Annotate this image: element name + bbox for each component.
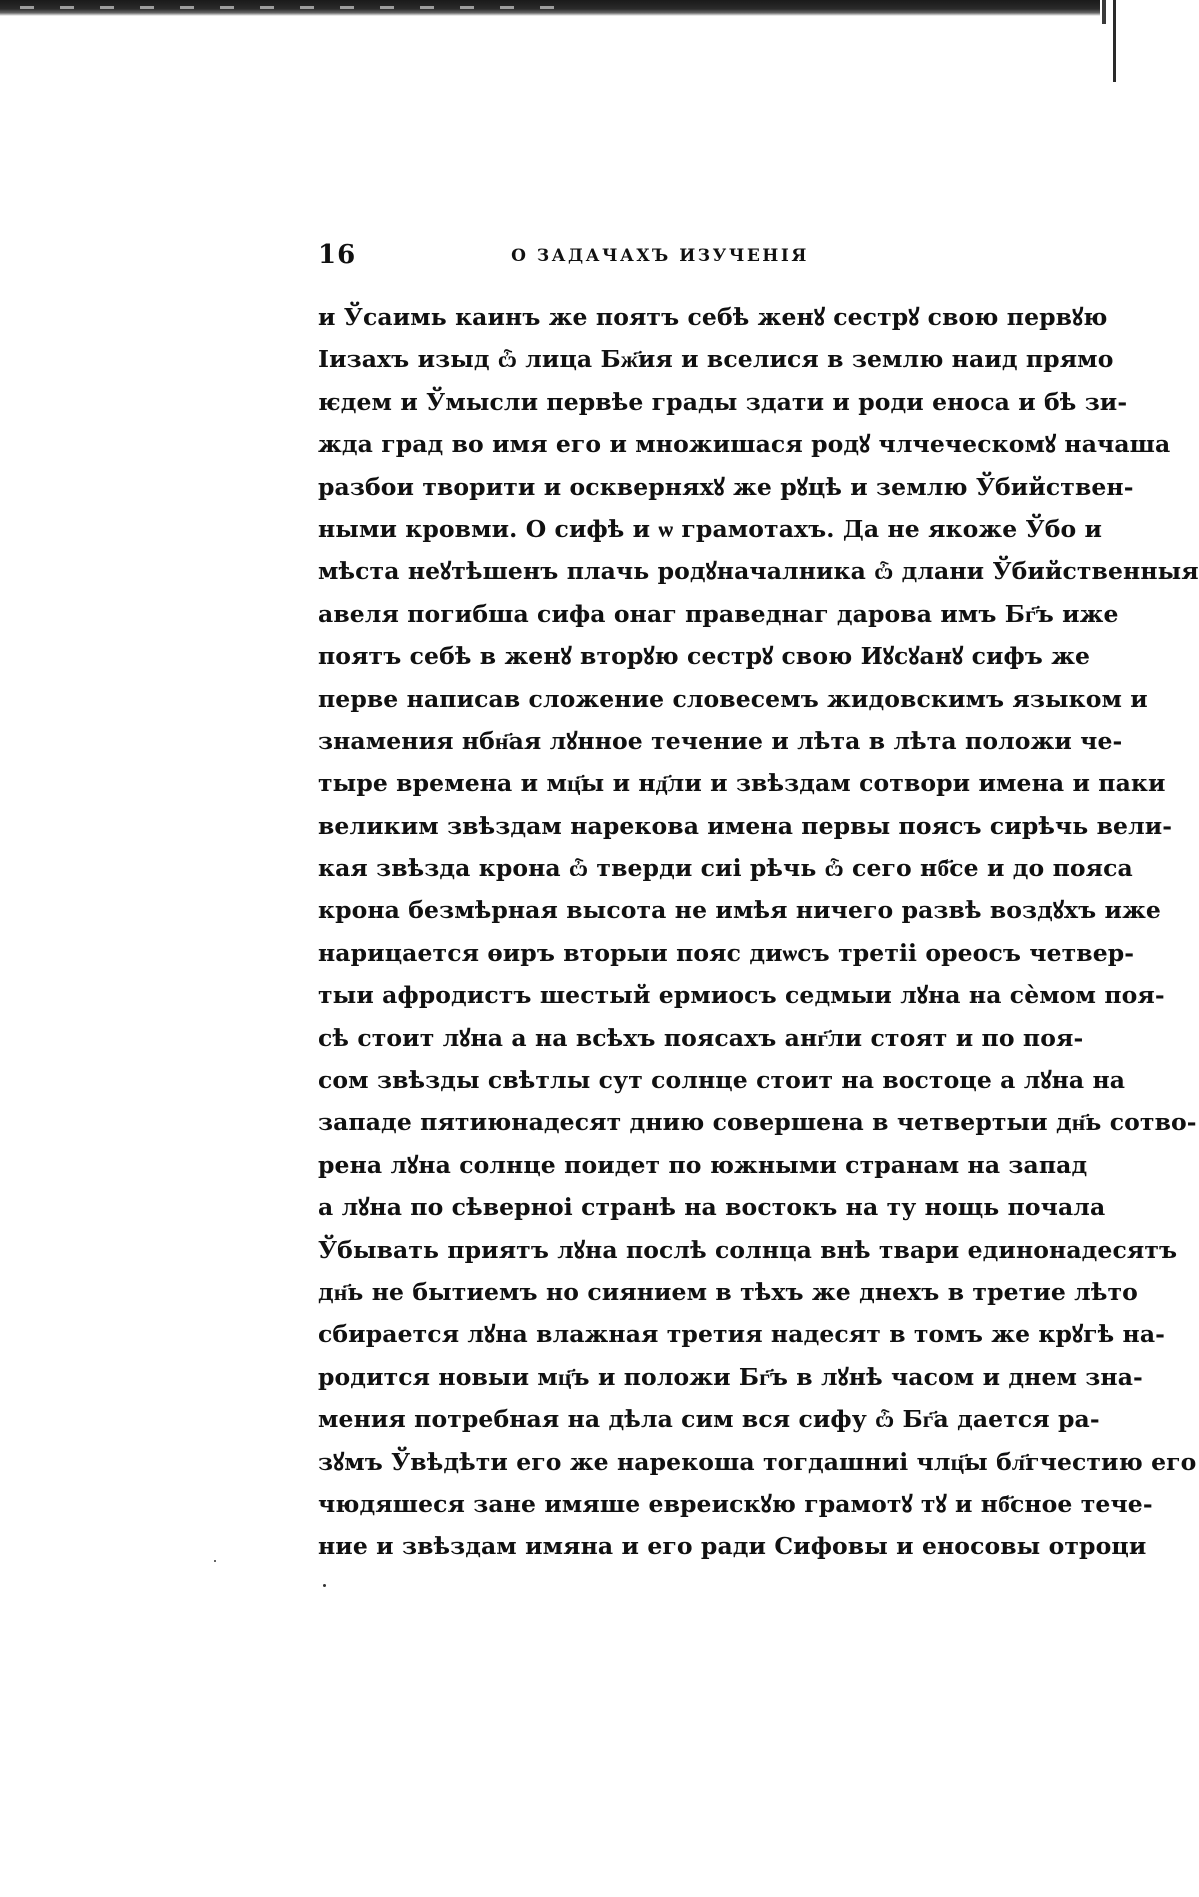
- text-line: западе пятиюнадесят днию совершена в четвертыи дн҃ь сотво-: [318, 1108, 1197, 1137]
- text-line: мѣста неꙋтѣшенъ плачь родꙋначалника ѽ длани Ўбийственныя: [318, 557, 1199, 586]
- text-line: разбои творити и оскверняхꙋ же рꙋцѣ и землю Ўбийствен-: [318, 472, 1134, 501]
- text-line: нарицается ѳиръ вторыи пояс диѡсъ третіі ореосъ четвер-: [318, 938, 1135, 967]
- text-line: зꙋмъ Ўвѣдѣти его же нарекоша тогдашниі члц҃ы бл҃гчестию его: [318, 1447, 1197, 1476]
- text-line: сбирается лꙋна влажная третия надесят в томъ же крꙋгѣ на-: [318, 1320, 1166, 1349]
- scan-speck: [214, 1560, 216, 1562]
- text-line: дн҃ь не бытиемъ но сиянием в тѣхъ же днехъ в третие лѣто: [318, 1277, 1138, 1306]
- text-line: знамения нбн҃ая лꙋнное течение и лѣта в лѣта положи че-: [318, 726, 1123, 755]
- text-line: ѥдем и Ўмысли первѣе грады здати и роди еноса и бѣ зи-: [318, 387, 1128, 416]
- scan-top-edge-shadow: [0, 0, 1100, 16]
- text-line: рена лꙋна солнце поидет по южными странам на запад: [318, 1150, 1088, 1179]
- text-line: сом звѣзды свѣтлы сут солнце стоит на востоце а лꙋна на: [318, 1066, 1126, 1095]
- text-line: и Ўсаимь каинъ же поятъ себѣ женꙋ сестрꙋ свою первꙋю: [318, 303, 1108, 331]
- text-line: авеля погибша сифа онаг праведнаг дарова имъ Бг҃ъ иже: [318, 599, 1119, 628]
- text-line: Іизахъ изыд ѽ лица Бж҃ия и вселися в землю наид прямо: [318, 345, 1114, 374]
- text-line: а лꙋна по сѣверноі странѣ на востокъ на ту нощь почала: [318, 1193, 1106, 1222]
- scan-right-edge-mark-small: [1102, 0, 1106, 24]
- text-line: Ўбывать приятъ лꙋна послѣ солнца внѣ твари единонадесятъ: [318, 1235, 1178, 1264]
- text-line: великим звѣздам нарекова имена первы поясъ сирѣчь вели-: [318, 811, 1173, 840]
- text-line: кая звѣзда крона ѽ тверди сиі рѣчь ѽ сего нб҃се и до пояса: [318, 854, 1133, 883]
- text-line: тыре времена и мц҃ы и нд҃ли и звѣздам сотвори имена и паки: [318, 769, 1166, 798]
- page-number: 16: [318, 240, 357, 270]
- text-line: ние и звѣздам имяна и его ради Сифовы и еносовы отроци: [318, 1532, 1147, 1561]
- running-head: О ЗАДАЧАХЪ ИЗУЧЕНІЯ: [511, 246, 809, 266]
- text-line: ными кровми. О сифѣ и ѡ грамотахъ. Да не якоже Ўбо и: [318, 514, 1103, 543]
- text-line: родится новыи мц҃ъ и положи Бг҃ъ в лꙋнѣ часом и днем зна-: [318, 1362, 1143, 1391]
- scan-speck: [323, 1584, 326, 1587]
- scan-right-edge-mark: [1113, 0, 1116, 82]
- text-line: чюдяшеся зане имяше евреискꙋю грамотꙋ тꙋ и нб҃сное тече-: [318, 1489, 1153, 1518]
- text-line: крона безмѣрная высота не имѣя ничего развѣ воздꙋхъ иже: [318, 896, 1161, 925]
- text-line: поятъ себѣ в женꙋ вторꙋю сестрꙋ свою Иꙋсꙋанꙋ сифъ же: [318, 642, 1091, 671]
- text-line: жда град во имя его и множишася родꙋ члчеческомꙋ начаша: [318, 430, 1171, 459]
- text-body: [318, 296, 1199, 1568]
- text-line: сѣ стоит лꙋна а на всѣхъ поясахъ анг҃ли стоят и по поя-: [318, 1023, 1084, 1052]
- text-line: тыи афродистъ шестый ермиосъ седмыи лꙋна на сѐмом поя-: [318, 981, 1165, 1010]
- text-line: перве написав сложение словесемъ жидовскимъ языком и: [318, 684, 1148, 713]
- text-line: мения потребная на дѣла сим вся сифу ѽ Бг҃а дается ра-: [318, 1405, 1100, 1434]
